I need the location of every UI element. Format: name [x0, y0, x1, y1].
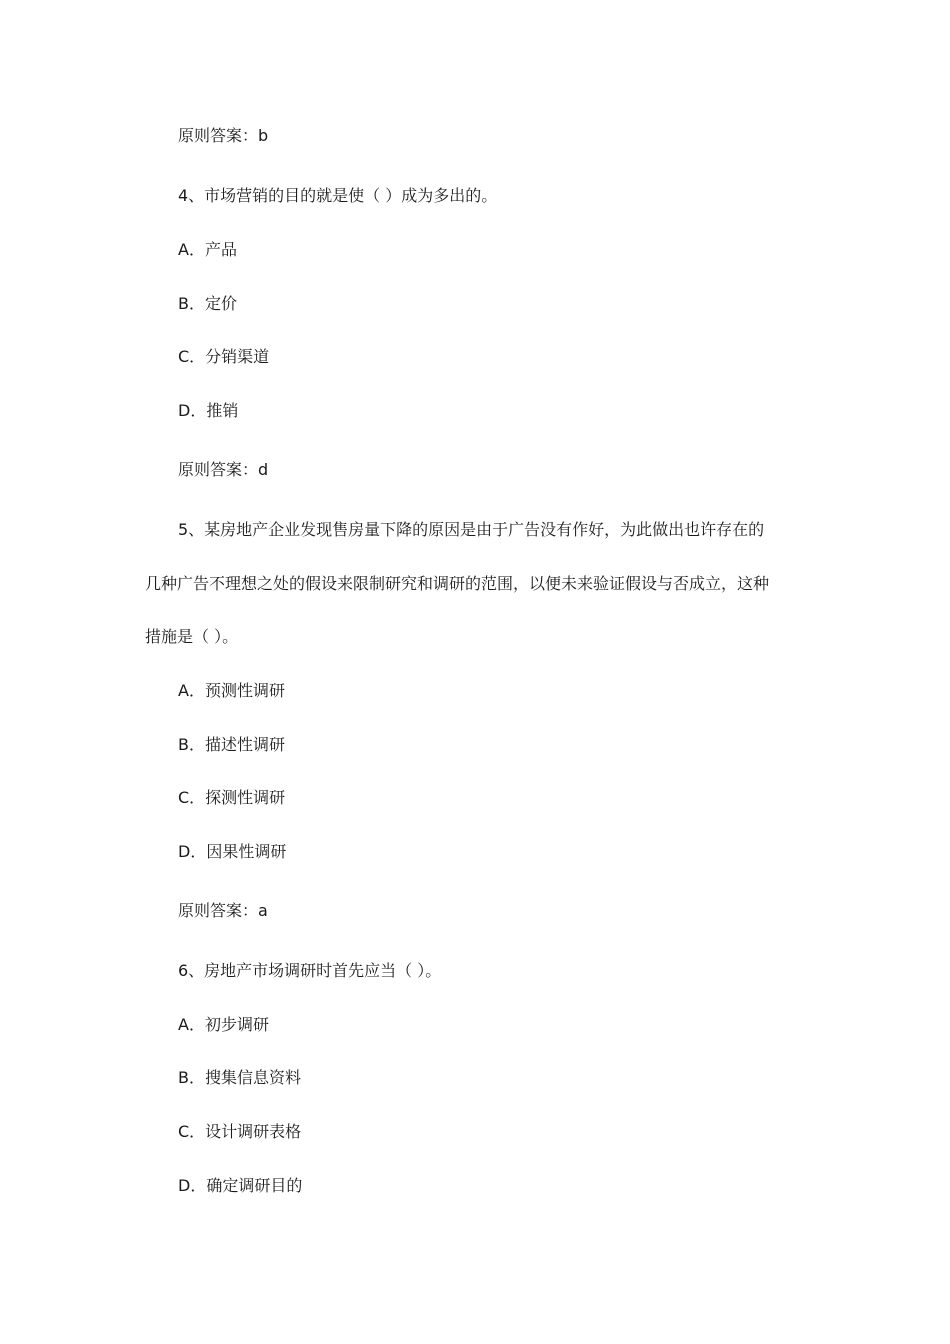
- question-5-line-1: 5、某房地产企业发现售房量下降的原因是由于广告没有作好，为此做出也许存在的: [178, 520, 765, 539]
- answer-q3: 原则答案：b: [178, 126, 269, 145]
- q6-option-c: C．设计调研表格: [178, 1122, 302, 1141]
- answer-q4: 原则答案：d: [178, 460, 269, 479]
- question-5-line-2: 几种广告不理想之处的假设来限制研究和调研的范围，以便未来验证假设与否成立，这种: [145, 574, 770, 593]
- q4-option-a: A．产品: [178, 240, 237, 259]
- q4-option-d: D．推销: [178, 401, 239, 420]
- question-4: 4、市场营销的目的就是使（ ）成为多出的。: [178, 186, 498, 205]
- q5-option-c: C．探测性调研: [178, 788, 286, 807]
- q6-option-a: A．初步调研: [178, 1015, 269, 1034]
- q6-option-b: B．搜集信息资料: [178, 1068, 301, 1087]
- q5-option-d: D．因果性调研: [178, 842, 287, 861]
- q5-option-a: A．预测性调研: [178, 681, 285, 700]
- question-6: 6、房地产市场调研时首先应当（ ）。: [178, 961, 442, 980]
- question-5-line-3: 措施是（ ）。: [145, 627, 239, 646]
- q6-option-d: D．确定调研目的: [178, 1176, 303, 1195]
- q5-option-b: B．描述性调研: [178, 735, 285, 754]
- answer-q5: 原则答案：a: [178, 901, 268, 920]
- q4-option-c: C．分销渠道: [178, 347, 270, 366]
- q4-option-b: B．定价: [178, 294, 237, 313]
